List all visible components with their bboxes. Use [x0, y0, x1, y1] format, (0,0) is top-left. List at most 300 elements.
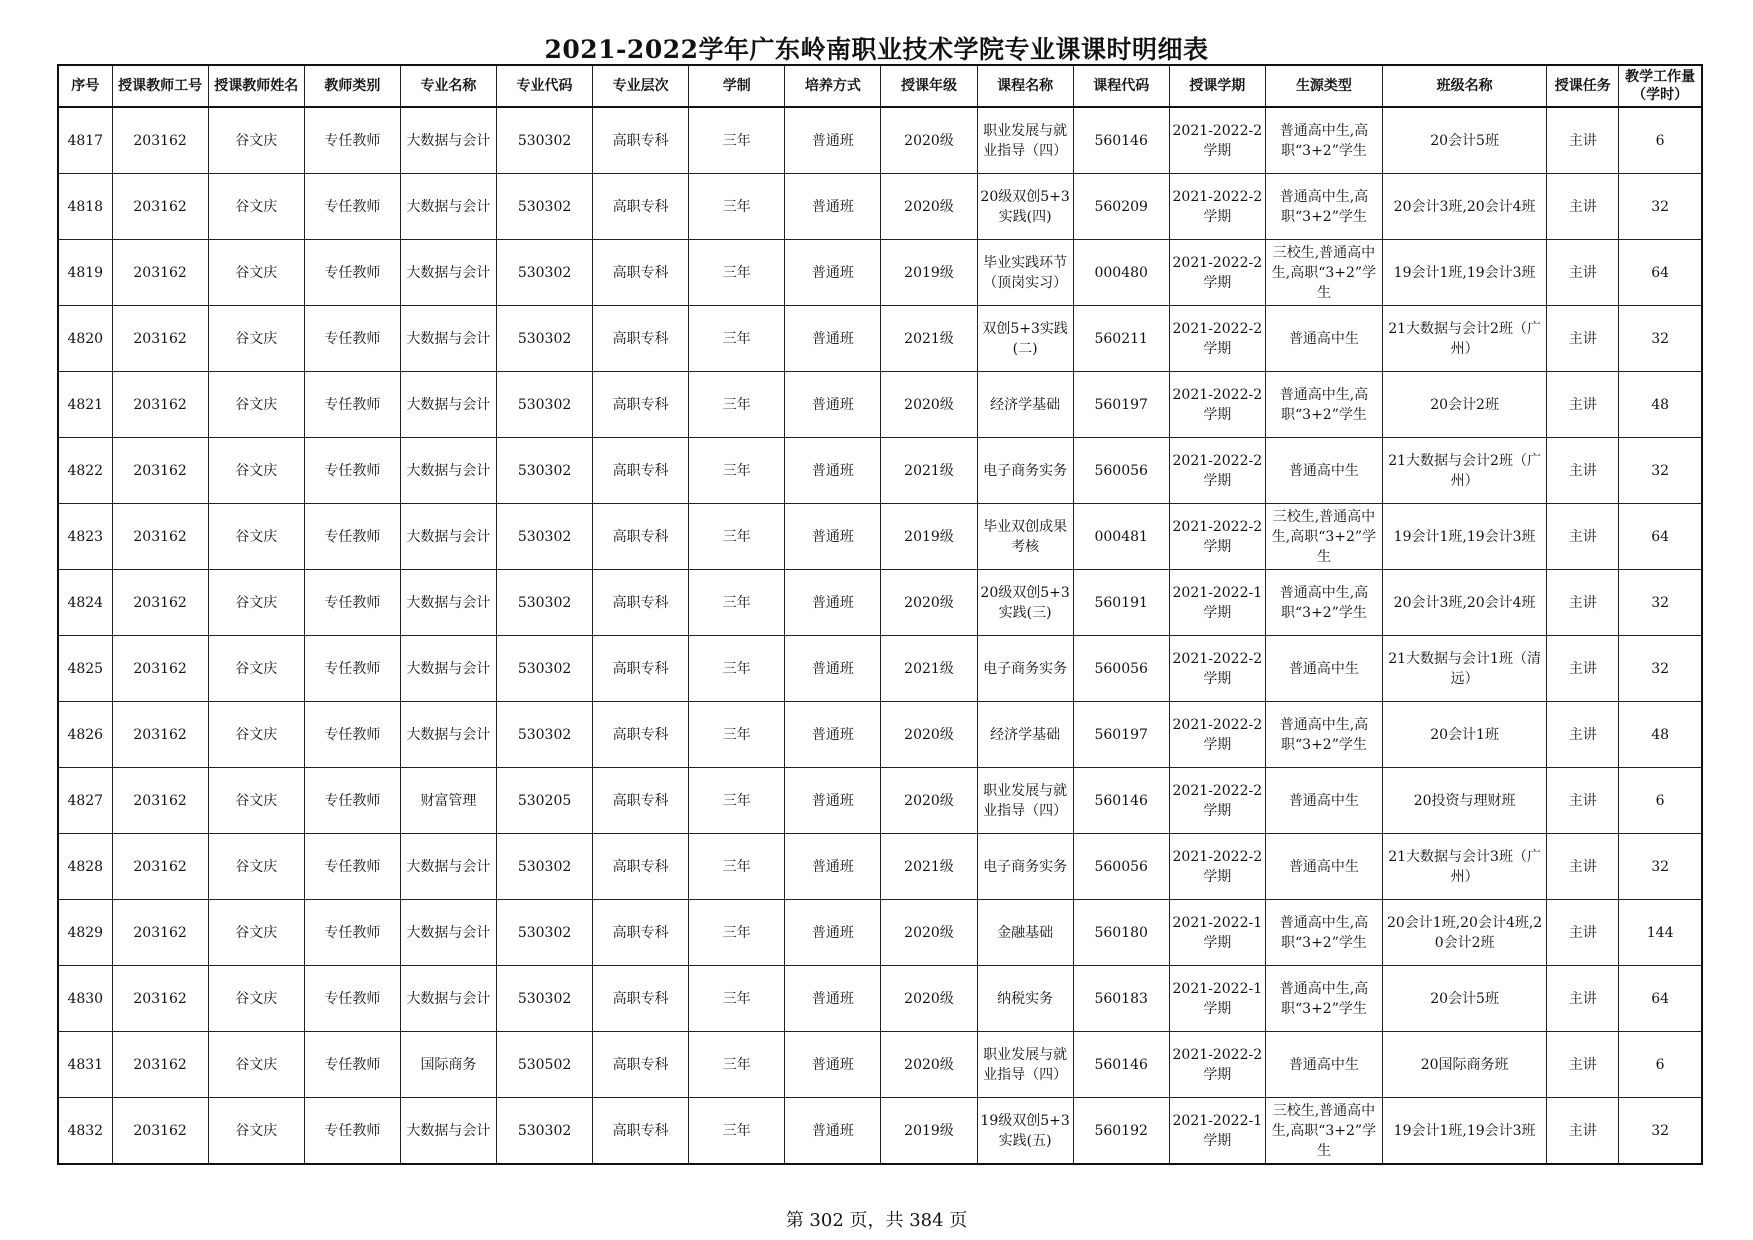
table-cell: 三年	[689, 240, 785, 306]
table-cell: 主讲	[1547, 834, 1619, 900]
table-cell: 4820	[58, 306, 112, 372]
table-cell: 203162	[112, 1032, 208, 1098]
table-cell: 谷文庆	[208, 174, 304, 240]
table-cell: 谷文庆	[208, 768, 304, 834]
table-cell: 2019级	[881, 504, 977, 570]
table-cell: 64	[1619, 966, 1702, 1032]
table-cell: 谷文庆	[208, 504, 304, 570]
table-cell: 谷文庆	[208, 1032, 304, 1098]
table-cell: 大数据与会计	[400, 900, 496, 966]
table-cell: 专任教师	[304, 107, 400, 174]
table-cell: 203162	[112, 504, 208, 570]
table-cell: 三年	[689, 834, 785, 900]
table-cell: 560192	[1073, 1098, 1169, 1165]
table-cell: 专任教师	[304, 900, 400, 966]
table-cell: 2021-2022-2学期	[1169, 702, 1265, 768]
table-cell: 32	[1619, 570, 1702, 636]
table-cell: 高职专科	[593, 1098, 689, 1165]
table-cell: 530302	[497, 372, 593, 438]
table-cell: 2019级	[881, 240, 977, 306]
column-header: 教学工作量（学时）	[1619, 65, 1702, 107]
table-cell: 主讲	[1547, 900, 1619, 966]
table-cell: 20会计2班	[1383, 372, 1547, 438]
table-cell: 32	[1619, 174, 1702, 240]
column-header: 授课学期	[1169, 65, 1265, 107]
table-cell: 谷文庆	[208, 570, 304, 636]
table-cell: 4817	[58, 107, 112, 174]
table-cell: 电子商务实务	[977, 438, 1073, 504]
table-cell: 三年	[689, 1032, 785, 1098]
table-cell: 大数据与会计	[400, 174, 496, 240]
table-cell: 普通班	[785, 966, 881, 1032]
table-cell: 20投资与理财班	[1383, 768, 1547, 834]
table-cell: 谷文庆	[208, 240, 304, 306]
table-cell: 560209	[1073, 174, 1169, 240]
column-header: 专业名称	[400, 65, 496, 107]
table-row	[58, 900, 1702, 966]
table-cell: 203162	[112, 570, 208, 636]
table-cell: 三年	[689, 1098, 785, 1165]
table-cell: 20会计5班	[1383, 966, 1547, 1032]
table-cell: 64	[1619, 240, 1702, 306]
table-cell: 大数据与会计	[400, 570, 496, 636]
table-cell: 2021-2022-1学期	[1169, 570, 1265, 636]
table-cell: 6	[1619, 1032, 1702, 1098]
table-cell: 三校生,普通高中生,高职“3+2”学生	[1265, 240, 1382, 306]
table-cell: 2021-2022-2学期	[1169, 834, 1265, 900]
table-cell: 普通班	[785, 1032, 881, 1098]
table-row	[58, 174, 1702, 240]
table-cell: 203162	[112, 768, 208, 834]
table-cell: 高职专科	[593, 768, 689, 834]
table-cell: 4822	[58, 438, 112, 504]
table-row	[58, 834, 1702, 900]
table-cell: 普通高中生	[1265, 438, 1382, 504]
table-cell: 2020级	[881, 966, 977, 1032]
table-cell: 4826	[58, 702, 112, 768]
table-cell: 高职专科	[593, 174, 689, 240]
table-cell: 高职专科	[593, 107, 689, 174]
table-cell: 双创5+3实践(二)	[977, 306, 1073, 372]
table-cell: 普通班	[785, 504, 881, 570]
table-cell: 高职专科	[593, 900, 689, 966]
table-cell: 21大数据与会计1班（清远）	[1383, 636, 1547, 702]
table-row	[58, 372, 1702, 438]
table-cell: 普通高中生,高职“3+2”学生	[1265, 966, 1382, 1032]
table-cell: 谷文庆	[208, 1098, 304, 1165]
table-row	[58, 570, 1702, 636]
table-cell: 2020级	[881, 702, 977, 768]
table-cell: 主讲	[1547, 1098, 1619, 1165]
table-cell: 三年	[689, 438, 785, 504]
table-cell: 谷文庆	[208, 702, 304, 768]
table-cell: 6	[1619, 768, 1702, 834]
table-cell: 普通班	[785, 240, 881, 306]
table-cell: 主讲	[1547, 702, 1619, 768]
table-cell: 2021级	[881, 438, 977, 504]
table-cell: 三年	[689, 174, 785, 240]
table-cell: 530302	[497, 174, 593, 240]
column-header: 授课任务	[1547, 65, 1619, 107]
table-cell: 专任教师	[304, 174, 400, 240]
table-cell: 普通高中生	[1265, 768, 1382, 834]
table-cell: 经济学基础	[977, 372, 1073, 438]
table-cell: 专任教师	[304, 570, 400, 636]
table-cell: 2021-2022-1学期	[1169, 966, 1265, 1032]
table-cell: 2021-2022-2学期	[1169, 306, 1265, 372]
table-cell: 2020级	[881, 1032, 977, 1098]
table-row	[58, 768, 1702, 834]
table-cell: 203162	[112, 636, 208, 702]
column-header: 班级名称	[1383, 65, 1547, 107]
table-cell: 谷文庆	[208, 834, 304, 900]
table-cell: 普通高中生,高职“3+2”学生	[1265, 702, 1382, 768]
table-cell: 三年	[689, 504, 785, 570]
table-cell: 2021级	[881, 636, 977, 702]
table-cell: 三年	[689, 900, 785, 966]
table-cell: 2020级	[881, 900, 977, 966]
table-cell: 4821	[58, 372, 112, 438]
table-cell: 专任教师	[304, 1032, 400, 1098]
table-cell: 经济学基础	[977, 702, 1073, 768]
table-cell: 20会计5班	[1383, 107, 1547, 174]
table-cell: 144	[1619, 900, 1702, 966]
table-cell: 48	[1619, 702, 1702, 768]
table-cell: 谷文庆	[208, 372, 304, 438]
table-cell: 20国际商务班	[1383, 1032, 1547, 1098]
table-cell: 560180	[1073, 900, 1169, 966]
table-cell: 20会计1班,20会计4班,20会计2班	[1383, 900, 1547, 966]
table-cell: 2021-2022-2学期	[1169, 504, 1265, 570]
table-cell: 普通班	[785, 372, 881, 438]
table-cell: 职业发展与就业指导（四）	[977, 768, 1073, 834]
table-cell: 谷文庆	[208, 900, 304, 966]
table-cell: 20会计1班	[1383, 702, 1547, 768]
table-cell: 4819	[58, 240, 112, 306]
table-cell: 2021-2022-2学期	[1169, 636, 1265, 702]
table-cell: 普通高中生,高职“3+2”学生	[1265, 900, 1382, 966]
table-cell: 560146	[1073, 107, 1169, 174]
table-cell: 普通班	[785, 570, 881, 636]
table-cell: 530302	[497, 834, 593, 900]
table-cell: 530302	[497, 1098, 593, 1165]
table-cell: 20级双创5+3实践(四)	[977, 174, 1073, 240]
table-cell: 2020级	[881, 372, 977, 438]
table-cell: 三年	[689, 107, 785, 174]
table-cell: 大数据与会计	[400, 702, 496, 768]
table-cell: 主讲	[1547, 240, 1619, 306]
table-cell: 19会计1班,19会计3班	[1383, 1098, 1547, 1165]
table-cell: 三年	[689, 306, 785, 372]
table-cell: 20级双创5+3实践(三)	[977, 570, 1073, 636]
table-cell: 普通班	[785, 900, 881, 966]
table-cell: 2021级	[881, 306, 977, 372]
table-cell: 三年	[689, 570, 785, 636]
column-header: 课程名称	[977, 65, 1073, 107]
table-cell: 职业发展与就业指导（四）	[977, 107, 1073, 174]
table-cell: 2021-2022-2学期	[1169, 438, 1265, 504]
table-cell: 530302	[497, 438, 593, 504]
table-cell: 203162	[112, 306, 208, 372]
table-cell: 560197	[1073, 372, 1169, 438]
table-cell: 专任教师	[304, 1098, 400, 1165]
table-cell: 560197	[1073, 702, 1169, 768]
table-cell: 32	[1619, 834, 1702, 900]
table-cell: 专任教师	[304, 834, 400, 900]
table-cell: 高职专科	[593, 702, 689, 768]
table-row	[58, 1098, 1702, 1165]
table-cell: 高职专科	[593, 636, 689, 702]
table-cell: 4830	[58, 966, 112, 1032]
table-cell: 纳税实务	[977, 966, 1073, 1032]
table-cell: 203162	[112, 702, 208, 768]
table-cell: 530302	[497, 570, 593, 636]
table-cell: 21大数据与会计2班（广州）	[1383, 306, 1547, 372]
table-cell: 560211	[1073, 306, 1169, 372]
table-cell: 专任教师	[304, 636, 400, 702]
column-header: 授课年级	[881, 65, 977, 107]
table-cell: 高职专科	[593, 438, 689, 504]
table-cell: 64	[1619, 504, 1702, 570]
table-cell: 560056	[1073, 636, 1169, 702]
table-cell: 2020级	[881, 107, 977, 174]
table-cell: 谷文庆	[208, 966, 304, 1032]
table-cell: 大数据与会计	[400, 306, 496, 372]
table-cell: 大数据与会计	[400, 240, 496, 306]
table-cell: 高职专科	[593, 966, 689, 1032]
table-cell: 2020级	[881, 768, 977, 834]
table-cell: 普通高中生,高职“3+2”学生	[1265, 107, 1382, 174]
table-cell: 大数据与会计	[400, 438, 496, 504]
table-cell: 谷文庆	[208, 306, 304, 372]
column-header: 授课教师姓名	[208, 65, 304, 107]
table-cell: 530302	[497, 702, 593, 768]
table-cell: 主讲	[1547, 1032, 1619, 1098]
table-cell: 203162	[112, 240, 208, 306]
table-cell: 4831	[58, 1032, 112, 1098]
table-cell: 2021-2022-2学期	[1169, 768, 1265, 834]
table-cell: 530302	[497, 900, 593, 966]
table-cell: 530502	[497, 1032, 593, 1098]
table-cell: 职业发展与就业指导（四）	[977, 1032, 1073, 1098]
table-cell: 普通高中生,高职“3+2”学生	[1265, 372, 1382, 438]
table-cell: 普通班	[785, 438, 881, 504]
table-cell: 普通高中生	[1265, 636, 1382, 702]
table-row	[58, 966, 1702, 1032]
table-cell: 主讲	[1547, 504, 1619, 570]
column-header: 授课教师工号	[112, 65, 208, 107]
table-header	[58, 65, 1702, 107]
table-cell: 4832	[58, 1098, 112, 1165]
table-cell: 主讲	[1547, 107, 1619, 174]
table-cell: 4829	[58, 900, 112, 966]
column-header: 培养方式	[785, 65, 881, 107]
table-cell: 大数据与会计	[400, 107, 496, 174]
table-cell: 560056	[1073, 834, 1169, 900]
table-cell: 专任教师	[304, 306, 400, 372]
table-cell: 32	[1619, 1098, 1702, 1165]
table-cell: 2020级	[881, 174, 977, 240]
table-cell: 高职专科	[593, 240, 689, 306]
table-cell: 530302	[497, 966, 593, 1032]
table-cell: 普通高中生,高职“3+2”学生	[1265, 174, 1382, 240]
table-cell: 谷文庆	[208, 636, 304, 702]
table-cell: 48	[1619, 372, 1702, 438]
table-cell: 高职专科	[593, 306, 689, 372]
table-cell: 20会计3班,20会计4班	[1383, 174, 1547, 240]
table-cell: 三年	[689, 636, 785, 702]
table-cell: 560183	[1073, 966, 1169, 1032]
table-cell: 普通班	[785, 702, 881, 768]
table-cell: 普通班	[785, 636, 881, 702]
table-cell: 大数据与会计	[400, 504, 496, 570]
table-cell: 国际商务	[400, 1032, 496, 1098]
table-cell: 普通班	[785, 306, 881, 372]
table-cell: 专任教师	[304, 372, 400, 438]
table-cell: 000480	[1073, 240, 1169, 306]
table-cell: 三年	[689, 768, 785, 834]
table-cell: 毕业双创成果考核	[977, 504, 1073, 570]
table-cell: 21大数据与会计3班（广州）	[1383, 834, 1547, 900]
table-cell: 2021级	[881, 834, 977, 900]
table-cell: 32	[1619, 306, 1702, 372]
table-cell: 2021-2022-2学期	[1169, 1032, 1265, 1098]
table-cell: 2020级	[881, 570, 977, 636]
column-header: 专业层次	[593, 65, 689, 107]
table-cell: 专任教师	[304, 702, 400, 768]
table-cell: 专任教师	[304, 966, 400, 1032]
table-cell: 4827	[58, 768, 112, 834]
table-cell: 专任教师	[304, 438, 400, 504]
table-cell: 4823	[58, 504, 112, 570]
table-cell: 主讲	[1547, 636, 1619, 702]
page-number: 第 302 页，共 384 页	[785, 1210, 968, 1231]
table-cell: 32	[1619, 438, 1702, 504]
table-cell: 三校生,普通高中生,高职“3+2”学生	[1265, 504, 1382, 570]
table-row	[58, 438, 1702, 504]
table-cell: 高职专科	[593, 372, 689, 438]
table-cell: 203162	[112, 372, 208, 438]
table-cell: 普通班	[785, 1098, 881, 1165]
column-header: 专业代码	[497, 65, 593, 107]
table-row	[58, 306, 1702, 372]
table-cell: 主讲	[1547, 570, 1619, 636]
table-cell: 主讲	[1547, 174, 1619, 240]
table-cell: 560146	[1073, 768, 1169, 834]
table-cell: 高职专科	[593, 1032, 689, 1098]
table-cell: 主讲	[1547, 372, 1619, 438]
table-cell: 大数据与会计	[400, 636, 496, 702]
table-cell: 金融基础	[977, 900, 1073, 966]
column-header: 教师类别	[304, 65, 400, 107]
table-cell: 普通班	[785, 174, 881, 240]
table-cell: 大数据与会计	[400, 1098, 496, 1165]
table-cell: 主讲	[1547, 768, 1619, 834]
table-cell: 普通高中生	[1265, 306, 1382, 372]
table-cell: 203162	[112, 107, 208, 174]
table-cell: 530302	[497, 107, 593, 174]
table-row	[58, 1032, 1702, 1098]
table-row	[58, 636, 1702, 702]
column-header: 学制	[689, 65, 785, 107]
table-cell: 高职专科	[593, 504, 689, 570]
table-cell: 2021-2022-2学期	[1169, 240, 1265, 306]
table-cell: 专任教师	[304, 240, 400, 306]
table-cell: 560191	[1073, 570, 1169, 636]
table-cell: 普通高中生	[1265, 1032, 1382, 1098]
table-cell: 20会计3班,20会计4班	[1383, 570, 1547, 636]
table-cell: 专任教师	[304, 768, 400, 834]
table-cell: 普通班	[785, 834, 881, 900]
table-cell: 普通高中生,高职“3+2”学生	[1265, 570, 1382, 636]
table-cell: 电子商务实务	[977, 834, 1073, 900]
table-cell: 专任教师	[304, 504, 400, 570]
table-cell: 530302	[497, 636, 593, 702]
table-cell: 21大数据与会计2班（广州）	[1383, 438, 1547, 504]
table-cell: 主讲	[1547, 966, 1619, 1032]
table-cell: 电子商务实务	[977, 636, 1073, 702]
table-cell: 三年	[689, 372, 785, 438]
table-cell: 大数据与会计	[400, 834, 496, 900]
column-header: 生源类型	[1265, 65, 1382, 107]
table-cell: 530302	[497, 306, 593, 372]
page-title: 2021-2022学年广东岭南职业技术学院专业课课时明细表	[544, 35, 1209, 64]
table-cell: 19会计1班,19会计3班	[1383, 240, 1547, 306]
table-cell: 2021-2022-1学期	[1169, 900, 1265, 966]
table-cell: 普通班	[785, 768, 881, 834]
table-body	[58, 107, 1702, 1164]
table-cell: 2019级	[881, 1098, 977, 1165]
column-header: 序号	[58, 65, 112, 107]
table-cell: 大数据与会计	[400, 372, 496, 438]
table-cell: 203162	[112, 966, 208, 1032]
table-cell: 203162	[112, 438, 208, 504]
table-cell: 普通班	[785, 107, 881, 174]
table-cell: 530302	[497, 240, 593, 306]
table-cell: 4824	[58, 570, 112, 636]
table-cell: 2021-2022-2学期	[1169, 372, 1265, 438]
table-cell: 530205	[497, 768, 593, 834]
table-cell: 2021-2022-2学期	[1169, 107, 1265, 174]
table-cell: 毕业实践环节（顶岗实习）	[977, 240, 1073, 306]
table-cell: 560146	[1073, 1032, 1169, 1098]
course-hours-table	[57, 64, 1703, 1165]
table-cell: 203162	[112, 900, 208, 966]
column-header: 课程代码	[1073, 65, 1169, 107]
table-cell: 主讲	[1547, 306, 1619, 372]
table-cell: 4825	[58, 636, 112, 702]
table-cell: 三年	[689, 966, 785, 1032]
table-cell: 560056	[1073, 438, 1169, 504]
table-cell: 6	[1619, 107, 1702, 174]
table-row	[58, 504, 1702, 570]
table-cell: 203162	[112, 1098, 208, 1165]
table-cell: 19会计1班,19会计3班	[1383, 504, 1547, 570]
table-row	[58, 702, 1702, 768]
table-cell: 4818	[58, 174, 112, 240]
table-cell: 203162	[112, 834, 208, 900]
table-cell: 32	[1619, 636, 1702, 702]
table-cell: 谷文庆	[208, 107, 304, 174]
table-cell: 大数据与会计	[400, 966, 496, 1032]
table-row	[58, 240, 1702, 306]
table-cell: 三年	[689, 702, 785, 768]
table-cell: 主讲	[1547, 438, 1619, 504]
table-cell: 530302	[497, 504, 593, 570]
table-cell: 19级双创5+3实践(五)	[977, 1098, 1073, 1165]
table-cell: 普通高中生	[1265, 834, 1382, 900]
table-cell: 谷文庆	[208, 438, 304, 504]
